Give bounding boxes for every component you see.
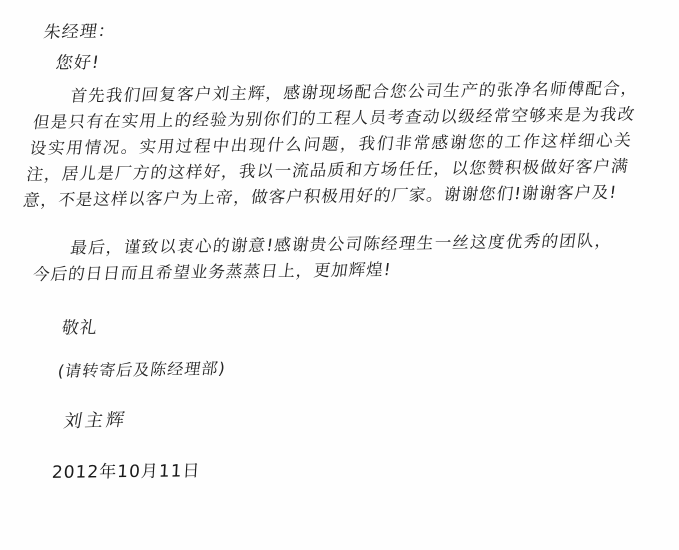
date: 2012年10月11日 <box>51 461 202 483</box>
salutation: 朱经理： <box>42 21 118 43</box>
signature: 刘主辉 <box>62 409 129 433</box>
routing-note: (请转寄后及陈经理部) <box>56 358 228 381</box>
greeting: 您好! <box>54 52 102 74</box>
body-paragraph-2: 最后，谨致以衷心的谢意!感谢贵公司陈经理生一丝这度优秀的团队，今后的日日而且希望业务蒸蒸日上，更加辉煌! <box>31 230 614 284</box>
body-paragraph-1: 首先我们回复客户刘主辉，感谢现场配合您公司生产的张净名师傅配合，但是只有在实用上的经验为别你们的工程人员考查动以级经常空够来是为我改设实用情况。实用过程中出现什么问题，我们非常感谢您的工作这样细心关注，居儿是厂方的这样好，我以一流品质和方场任任，以您赞积极做好客户满意，不是这样以客户为上帝，做客户积极用好的厂家。谢谢您们!谢谢客户及! <box>22 78 640 210</box>
closing: 敬礼 <box>60 317 100 339</box>
